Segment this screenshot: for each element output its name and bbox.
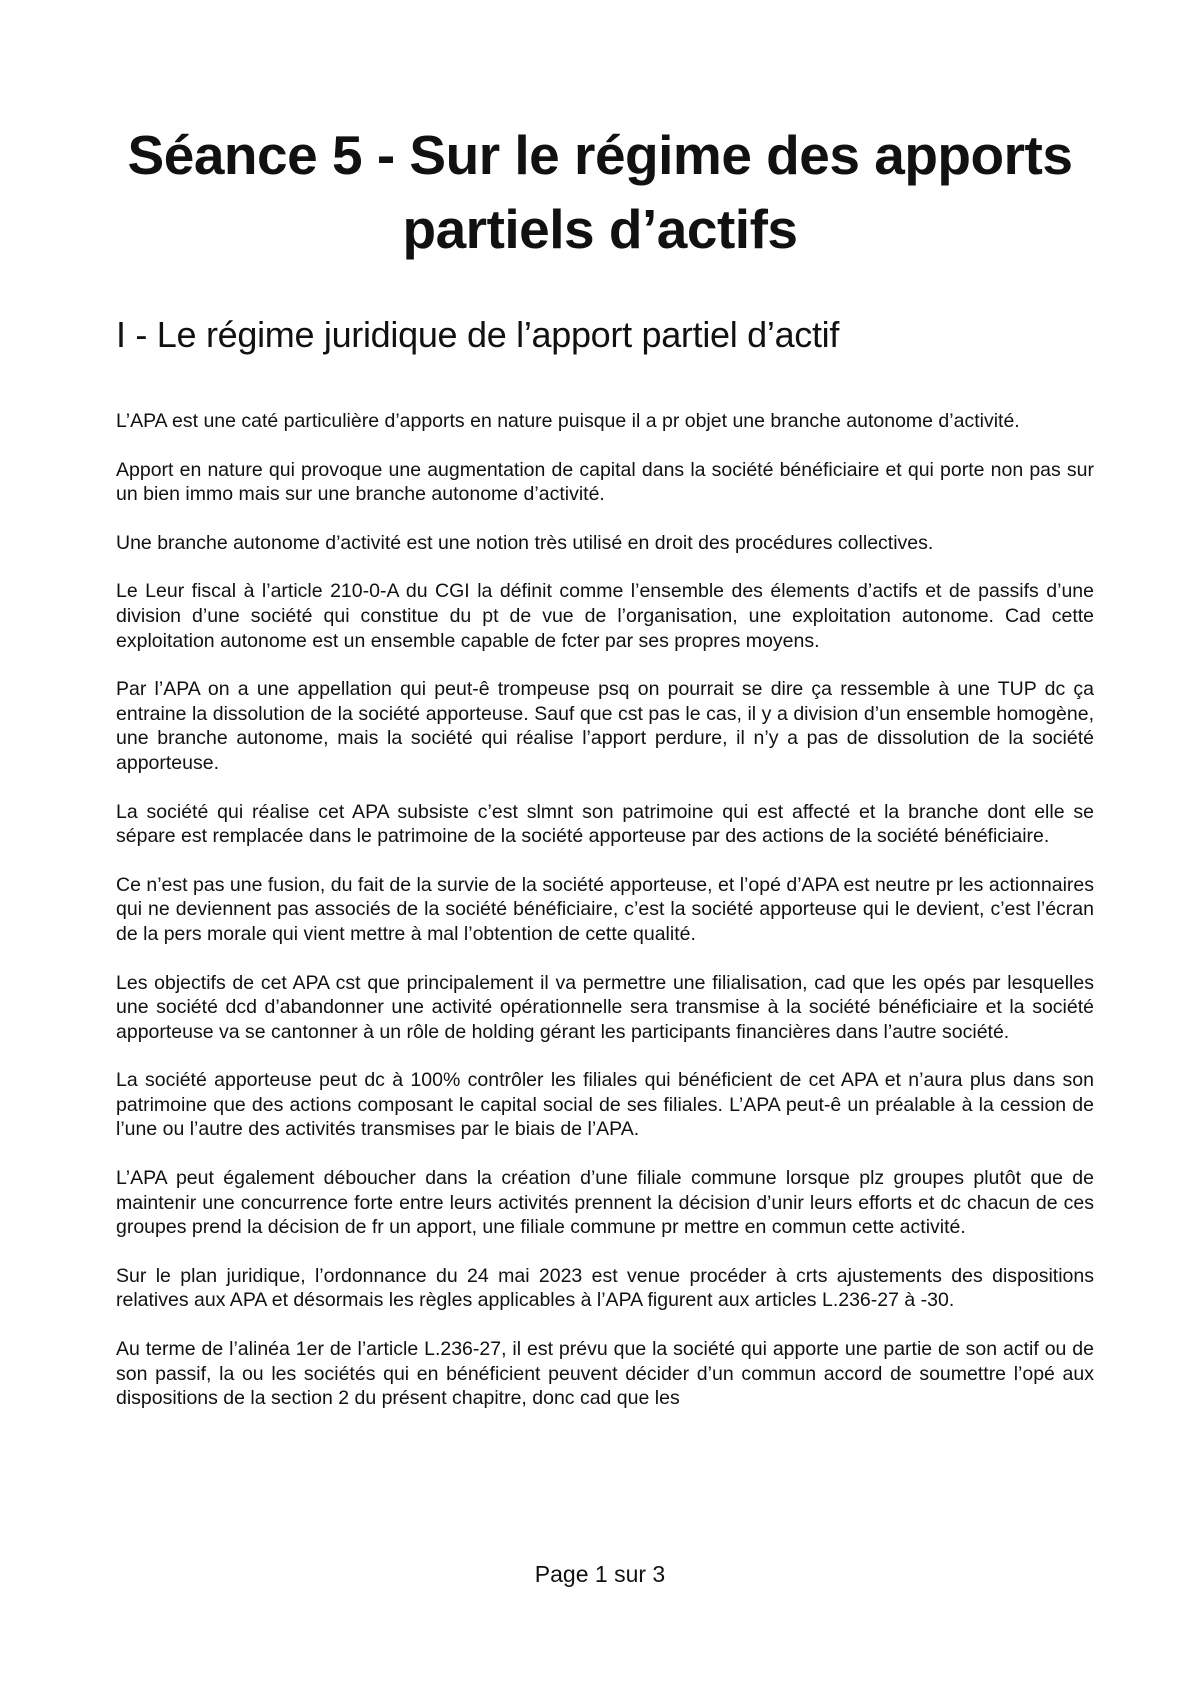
paragraph: Au terme de l’alinéa 1er de l’article L.236-27, il est prévu que la société qui apporte une partie de son actif ou de son passif, la ou les sociétés qui en bénéficient peuvent décider d’un commun accord de soumettre l’opé aux dispositions de la section 2 du présent chapitre, donc cad que les	[116, 1338, 1094, 1410]
paragraph: L’APA est une caté particulière d’apports en nature puisque il a pr objet une branche autonome d’activité.	[116, 410, 1020, 432]
page-number: Page 1 sur 3	[534, 1561, 666, 1587]
paragraph: L’APA peut également déboucher dans la création d’une filiale commune lorsque plz groupes plutôt que de maintenir une concurrence forte entre leurs activités prennent la décision d’unir leurs efforts et dc chacun de ces groupes prend la décision de fr un apport, une filiale commune pr mettre en commun cette activité.	[116, 1167, 1094, 1239]
paragraph: Une branche autonome d’activité est une notion très utilisé en droit des procédures collectives.	[116, 531, 934, 554]
paragraph: Sur le plan juridique, l’ordonnance du 24 mai 2023 est venue procéder à crts ajustements des dispositions relatives aux APA et désormais les règles applicables à l’APA figurent aux articles L.236-27 à -30.	[116, 1264, 1094, 1312]
paragraph: Le Leur fiscal à l’article 210-0-A du CGI la définit comme l’ensemble des élements d’actifs et de passifs d’une division d’une société qui constitue du pt de vue de l’organisation, une exploitation autonome. Cad cette exploitation autonome est un ensemble capable de fcter par ses propres moyens.	[116, 580, 1094, 652]
body-text	[116, 409, 1094, 1435]
paragraph: Apport en nature qui provoque une augmentation de capital dans la société bénéficiaire et qui porte non pas sur un bien immo mais sur une branche autonome d’activité.	[116, 458, 1094, 506]
section-heading: I - Le régime juridique de l’apport partiel d’actif	[116, 314, 840, 355]
page-title: Séance 5 - Sur le régime des apports partiels d’actifs	[127, 124, 1073, 260]
paragraph: Ce n’est pas une fusion, du fait de la survie de la société apporteuse, et l’opé d’APA est neutre pr les actionnaires qui ne deviennent pas associés de la société bénéficiaire, c’est la société apporteuse qui le devient, c’est l’écran de la pers morale qui vient mettre à mal l’obtention de cette qualité.	[116, 873, 1094, 945]
paragraph: Les objectifs de cet APA cst que principalement il va permettre une filialisation, cad que les opés par lesquelles une société dcd d’abandonner une activité opérationnelle sera transmise à la société bénéficiaire et la société apporteuse va se cantonner à un rôle de holding gérant les participants financières dans l’autre société.	[116, 971, 1094, 1043]
paragraph: La société qui réalise cet APA subsiste c’est slmnt son patrimoine qui est affecté et la branche dont elle se sépare est remplacée dans le patrimoine de la société apporteuse par des actions de la société bénéficiaire.	[116, 800, 1094, 848]
paragraph: Par l’APA on a une appellation qui peut-ê trompeuse psq on pourrait se dire ça ressemble à une TUP dc ça entraine la dissolution de la société apporteuse. Sauf que cst pas le cas, il y a division d’un ensemble homogène, une branche autonome, mais la société qui réalise l’apport perdure, il n’y a pas de dissolution de la société apporteuse.	[116, 678, 1094, 774]
paragraph: La société apporteuse peut dc à 100% contrôler les filiales qui bénéficient de cet APA et n’aura plus dans son patrimoine que des actions composant le capital social de ses filiales. L’APA peut-ê un préalable à la cession de l’une ou l’autre des activités transmises par le biais de l’APA.	[116, 1069, 1094, 1141]
